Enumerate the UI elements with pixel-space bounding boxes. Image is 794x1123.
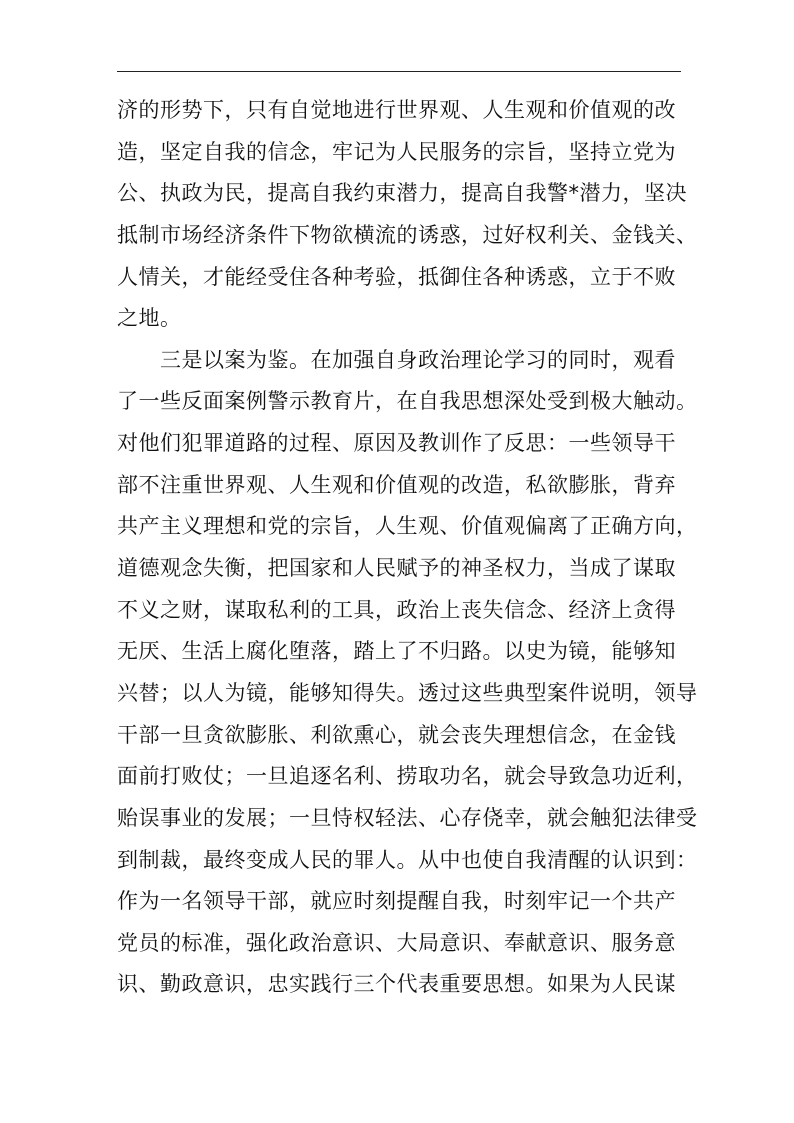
- text-line: 不义之财，谋取私利的工具，政治上丧失信念、经济上贪得: [117, 597, 676, 622]
- text-line: 作为一名领导干部，就应时刻提醒自我，时刻牢记一个共产: [117, 889, 676, 914]
- text-line: 造，坚定自我的信念，牢记为人民服务的宗旨，坚持立党为: [117, 139, 676, 164]
- text-line: 之地。: [117, 306, 182, 331]
- text-line: 济的形势下，只有自觉地进行世界观、人生观和价值观的改: [117, 98, 676, 122]
- document-body: [117, 90, 698, 1006]
- text-line: 了一些反面案例警示教育片，在自我思想深处受到极大触动。: [117, 389, 698, 414]
- text-line: 道德观念失衡，把国家和人民赋予的神圣权力，当成了谋取: [117, 556, 676, 581]
- text-line: 党员的标准，强化政治意识、大局意识、奉献意识、服务意: [117, 930, 676, 955]
- text-line: 对他们犯罪道路的过程、原因及教训作了反思：一些领导干: [117, 431, 676, 456]
- text-line: 公、执政为民，提高自我约束潜力，提高自我警*潜力，坚决: [117, 181, 687, 206]
- text-line: 兴替；以人为镜，能够知得失。透过这些典型案件说明，领导: [117, 680, 698, 705]
- text-line: 人情关，才能经受住各种考验，抵御住各种诱惑，立于不败: [117, 264, 676, 289]
- text-line: 面前打败仗；一旦追逐名利、捞取功名，就会导致急功近利，: [117, 764, 698, 789]
- text-line: 识、勤政意识，忠实践行三个代表重要思想。如果为人民谋: [117, 972, 676, 997]
- text-line: 抵制市场经济条件下物欲横流的诱惑，过好权利关、金钱关、: [117, 222, 698, 247]
- text-line: 共产主义理想和党的宗旨，人生观、价值观偏离了正确方向，: [117, 514, 698, 539]
- text-line: 部不注重世界观、人生观和价值观的改造，私欲膨胀，背弃: [117, 472, 676, 497]
- text-line: 到制裁，最终变成人民的罪人。从中也使自我清醒的认识到：: [117, 847, 698, 872]
- header-rule: [117, 71, 681, 72]
- text-line: 贻误事业的发展；一旦恃权轻法、心存侥幸，就会触犯法律受: [117, 805, 698, 830]
- text-line: 无厌、生活上腐化堕落，踏上了不归路。以史为镜，能够知: [117, 639, 676, 664]
- text-line: 三是以案为鉴。在加强自身政治理论学习的同时，观看: [117, 347, 676, 372]
- text-line: 干部一旦贪欲膨胀、利欲熏心，就会丧失理想信念，在金钱: [117, 722, 676, 747]
